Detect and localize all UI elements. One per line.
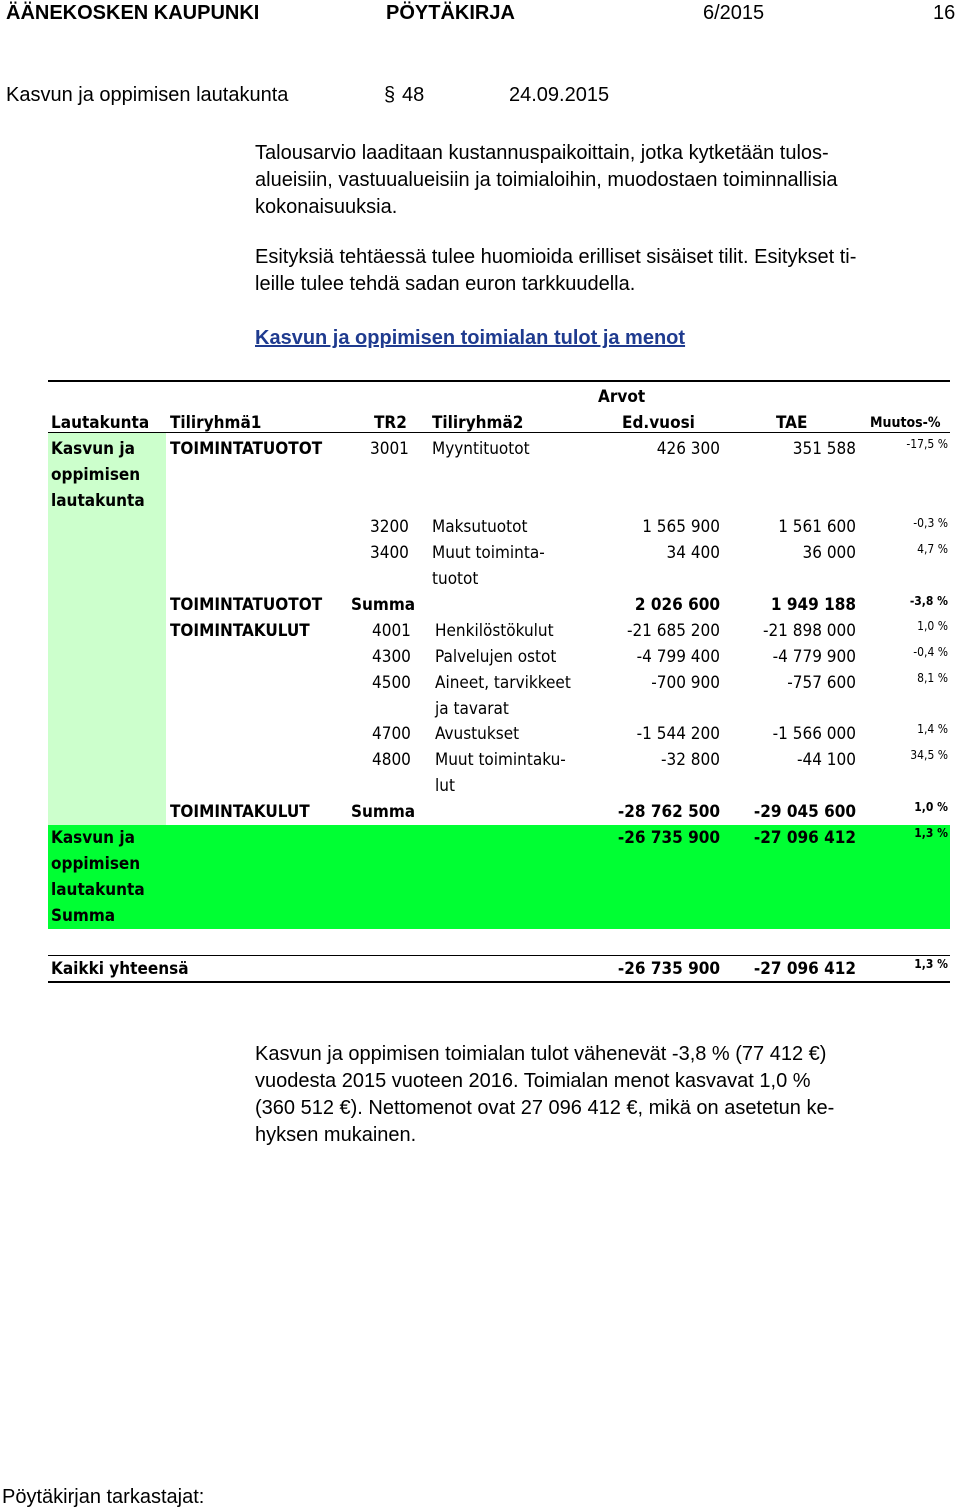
table-row-muutos: 8,1 % (917, 671, 948, 685)
tuotot-group-label: TOIMINTATUOTOT (170, 439, 323, 459)
total-label: Kaikki yhteensä (51, 959, 189, 979)
kulut-sum-label: TOIMINTAKULUT (170, 802, 310, 822)
table-row-muutos: -0,3 % (913, 516, 948, 530)
table-title: Kasvun ja oppimisen toimialan tulot ja menot (255, 327, 686, 349)
section-number: 48 (402, 84, 425, 106)
lautakunta-label: Kasvun ja oppimisen lautakunta (51, 439, 145, 511)
lautakunta-sum-edvuosi: -26 735 900 (617, 828, 720, 848)
table-row-edvuosi: -700 900 (651, 673, 720, 693)
tuotot-sum-label: TOIMINTATUOTOT (170, 595, 323, 615)
table-row-muutos: 1,4 % (917, 722, 948, 736)
conclusion-paragraph: Kasvun ja oppimisen toimialan tulot vähenevät -3,8 % (77 412 €) vuodesta 2015 vuoteen 2016. Toimialan menot kasvavat 1,0 % (360 512 €). Nettomenot ovat 27 096 412 €, mikä on asetetun ke- hyksen mukainen. (255, 1043, 835, 1146)
kulut-sum-tae: -29 045 600 (753, 802, 856, 822)
table-row-name: Myyntituotot (432, 439, 530, 459)
col-tiliryhma2: Tiliryhmä2 (432, 413, 524, 433)
arvot-header: Arvot (598, 387, 646, 407)
table-row-tr2: 3200 (370, 517, 409, 537)
col-edvuosi: Ed.vuosi (622, 413, 695, 433)
lautakunta-sum-muutos: 1,3 % (914, 826, 948, 840)
table-row-tae: -757 600 (787, 673, 856, 693)
table-row-tae: -1 566 000 (772, 724, 856, 744)
table-row-muutos: 34,5 % (910, 748, 948, 762)
issue-number: 6/2015 (703, 2, 765, 24)
table-row-tr2: 3001 (370, 439, 409, 459)
table-row-edvuosi: -32 800 (660, 750, 720, 770)
page-number: 16 (933, 2, 956, 24)
table-row-edvuosi: -4 799 400 (636, 647, 720, 667)
table-row-edvuosi: -21 685 200 (626, 621, 720, 641)
table-row-edvuosi: 34 400 (666, 543, 720, 563)
kulut-group-label: TOIMINTAKULUT (170, 621, 310, 641)
col-muutos: Muutos-% (870, 415, 941, 431)
table-row-edvuosi: 1 565 900 (642, 517, 720, 537)
table-row-name: Avustukset (435, 724, 520, 744)
table-row-name: Palvelujen ostot (435, 647, 557, 667)
tuotot-sum-muutos: -3,8 % (909, 594, 948, 608)
table-row-tr2: 4300 (372, 647, 411, 667)
table-row-name: Muut toiminta- tuotot (432, 543, 545, 589)
table-row-tae: 351 588 (792, 439, 856, 459)
table-row-name: Maksutuotot (432, 517, 528, 537)
col-tiliryhma1: Tiliryhmä1 (170, 413, 262, 433)
intro-paragraph-1: Talousarvio laaditaan kustannuspaikoittain, jotka kytketään tulos- alueisiin, vastuualueisiin ja toimialoihin, muodostaen toiminnallisia kokonaisuuksia. (255, 142, 838, 218)
table-row-tae: -44 100 (796, 750, 856, 770)
table-top-rule (48, 380, 950, 382)
meeting-date: 24.09.2015 (509, 84, 610, 106)
table-row-tr2: 3400 (370, 543, 409, 563)
tuotot-sum-edvuosi: 2 026 600 (634, 595, 720, 615)
lautakunta-sum-label: Kasvun ja oppimisen lautakunta Summa (51, 828, 145, 926)
footer-reviewers: Pöytäkirjan tarkastajat: (2, 1486, 205, 1508)
table-row-name: Muut toimintaku- lut (435, 750, 566, 796)
total-edvuosi: -26 735 900 (617, 959, 720, 979)
total-tae: -27 096 412 (753, 959, 856, 979)
lautakunta-sum-tae: -27 096 412 (753, 828, 856, 848)
table-row-edvuosi: 426 300 (656, 439, 720, 459)
kulut-sum-edvuosi: -28 762 500 (617, 802, 720, 822)
table-row-muutos: -17,5 % (906, 437, 948, 451)
col-tr2: TR2 (374, 413, 407, 433)
table-row-tr2: 4700 (372, 724, 411, 744)
table-row-tae: 1 561 600 (778, 517, 856, 537)
table-row-tae: 36 000 (802, 543, 856, 563)
table-row-tr2: 4500 (372, 673, 411, 693)
table-row-muutos: 1,0 % (917, 619, 948, 633)
table-row-name: Aineet, tarvikkeet ja tavarat (435, 673, 571, 719)
section-symbol: § (384, 84, 396, 106)
col-tae: TAE (776, 413, 808, 433)
table-row-muutos: 4,7 % (917, 542, 948, 556)
tuotot-sum-summa: Summa (351, 595, 416, 615)
kulut-sum-muutos: 1,0 % (914, 800, 948, 814)
board-name: Kasvun ja oppimisen lautakunta (6, 84, 289, 106)
table-row-tae: -21 898 000 (762, 621, 856, 641)
kulut-sum-summa: Summa (351, 802, 416, 822)
table-row-tae: -4 779 900 (772, 647, 856, 667)
intro-paragraph-2: Esityksiä tehtäessä tulee huomioida erilliset sisäiset tilit. Esitykset ti- leille tulee tehdä sadan euron tarkkuudella. (255, 246, 857, 295)
col-lautakunta: Lautakunta (51, 413, 150, 433)
organization-name: ÄÄNEKOSKEN KAUPUNKI (6, 2, 260, 24)
table-row-tr2: 4800 (372, 750, 411, 770)
tuotot-sum-tae: 1 949 188 (770, 595, 856, 615)
table-row-muutos: -0,4 % (913, 645, 948, 659)
total-muutos: 1,3 % (914, 957, 948, 971)
document-type: PÖYTÄKIRJA (386, 2, 515, 24)
table-row-edvuosi: -1 544 200 (636, 724, 720, 744)
table-row-name: Henkilöstökulut (435, 621, 554, 641)
table-row-tr2: 4001 (372, 621, 411, 641)
